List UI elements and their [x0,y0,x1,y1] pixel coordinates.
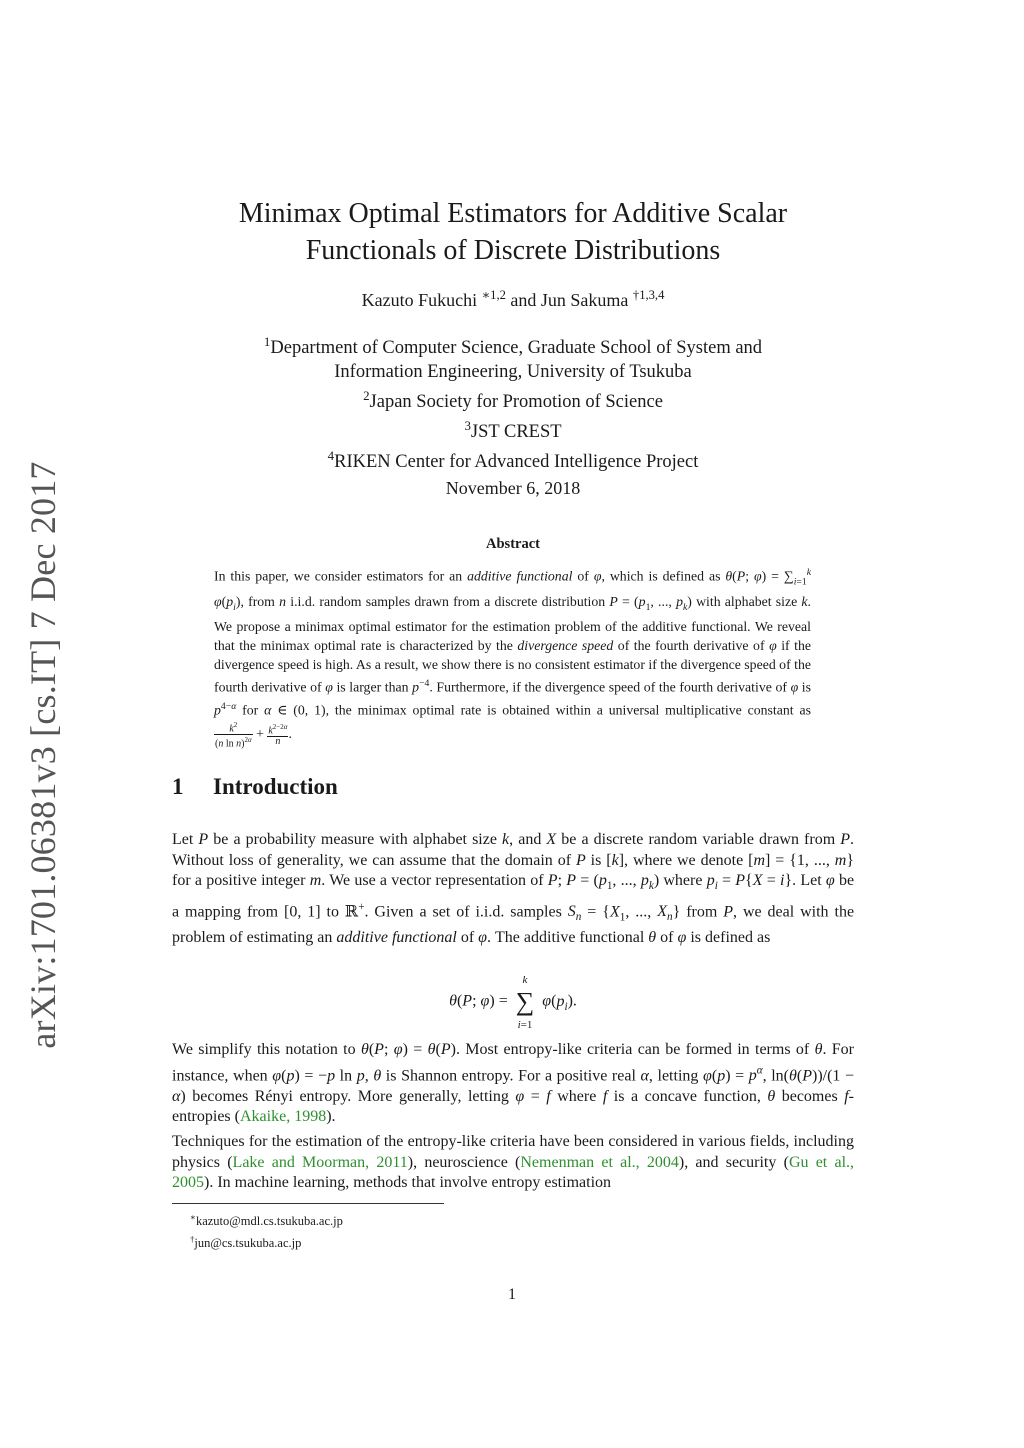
affiliation-1: $^1$Department of Computer Science, Graduate School of System and Information Engineering, University of Tsukuba [263,334,763,383]
affiliation-2: $^2$Japan Society for Promotion of Science [363,388,663,413]
citation-nemenman[interactable]: Nemenman et al., 2004 [520,1153,679,1171]
author-list: Kazuto Fukuchi $^{∗1,2}$ and Jun Sakuma $^{\dagger 1,3,4}$ [361,288,665,310]
footnotes [190,1208,343,1252]
paper-title [172,195,854,269]
intro-paragraph-2: We simplify this notation to θ(P; φ) = θ(P). Most entropy-like criteria can be formed in terms of θ. For instance, when φ(p) = −p ln p, θ is Shannon entropy. For a positive real α, letting $\varphi(p) = p^\alpha$, ln(θ(P))/(1 − α) becomes Rényi entropy. More generally, letting φ = f where f is a concave function, θ becomes f-entropies (Akaike, 1998). [172,1041,855,1126]
affiliations [172,330,854,475]
affiliation-3: $^3$JST CREST [464,418,562,443]
equation-additive-functional: θ(P; φ) = k ∑ i=1 $\varphi(p_i)$. [449,974,577,1031]
footnote-1: ∗kazuto@mdl.cs.tsukuba.ac.jp [190,1212,343,1229]
intro-paragraph-3: Techniques for the estimation of the entropy-like criteria have been considered in various fields, including physics (Lake and Moorman, 2011), neuroscience (Nemenman et al., 2004), and security (Gu et al., 2005). In machine learning, methods that involve entropy estimation [172,1133,855,1192]
affiliation-4: $^4$RIKEN Center for Advanced Intelligence Project [327,448,699,473]
page-number: 1 [508,1286,516,1303]
intro-paragraph-1: Let P be a probability measure with alphabet size k, and X be a discrete random variable drawn from P. Without loss of generality, we can assume that the domain of P is [k], where we denote [m] = {1, ..., m} for a positive integer m. We use a vector representation of P; $P = (p_1$, ..., $p_k$) where $p_i = P\{X = i\}$. Let φ be a mapping from [0, 1] to ℝ+. Given a set of i.i.d. samples $S_n = \{X_1$, ..., $X_n$} from P, we deal with the problem of estimating an additive functional of φ. The additive functional θ of φ is defined as [172,831,855,947]
paper-date: November 6, 2018 [445,478,581,498]
abstract-body: In this paper, we consider estimators for an additive functional of φ, which is defined as θ(P; $\varphi) = \sum_{i=1}^k$ $\varphi(p_i)$, from n i.i.d. random samples drawn from a discrete distribution $P = (p_1$, ..., $p_k$) with alphabet size k. We propose a minimax optimal estimator for the estimation problem of the additive functional. We reveal that the minimax optimal rate is characterized by the divergence speed of the fourth derivative of φ if the divergence speed is high. As a result, we show there is no consistent estimator if the divergence speed of the fourth derivative of φ is larger than $p^{-4}$. Furthermore, if the divergence speed of the fourth derivative of φ is $p^{4-\alpha}$ for α ∈ (0, 1), the minimax optimal rate is obtained within a universal multiplicative constant as $\frac{k^2}{(n \ln n)^{2\alpha}}$ + $\frac{k^{2-2\alpha}}{n}$ . [214,567,812,750]
citation-lake-moorman[interactable]: Lake and Moorman, 2011 [232,1153,408,1171]
footnote-2: †jun@cs.tsukuba.ac.jp [190,1234,302,1251]
section-heading-introduction [172,774,338,800]
footnote-divider [172,1203,444,1204]
title-line-2: Functionals of Discrete Distributions [305,235,721,266]
section-number: 1 [172,774,184,799]
section-title: Introduction [213,774,338,799]
citation-akaike[interactable]: Akaike, 1998 [239,1108,327,1126]
arxiv-id-text: arXiv:1701.06381v3 [cs.IT] 7 Dec 2017 [23,461,63,1049]
citation-gu[interactable]: Gu et al., 2005 [172,1153,855,1192]
title-line-1: Minimax Optimal Estimators for Additive Scalar [238,198,788,229]
abstract-heading: Abstract [486,536,540,552]
